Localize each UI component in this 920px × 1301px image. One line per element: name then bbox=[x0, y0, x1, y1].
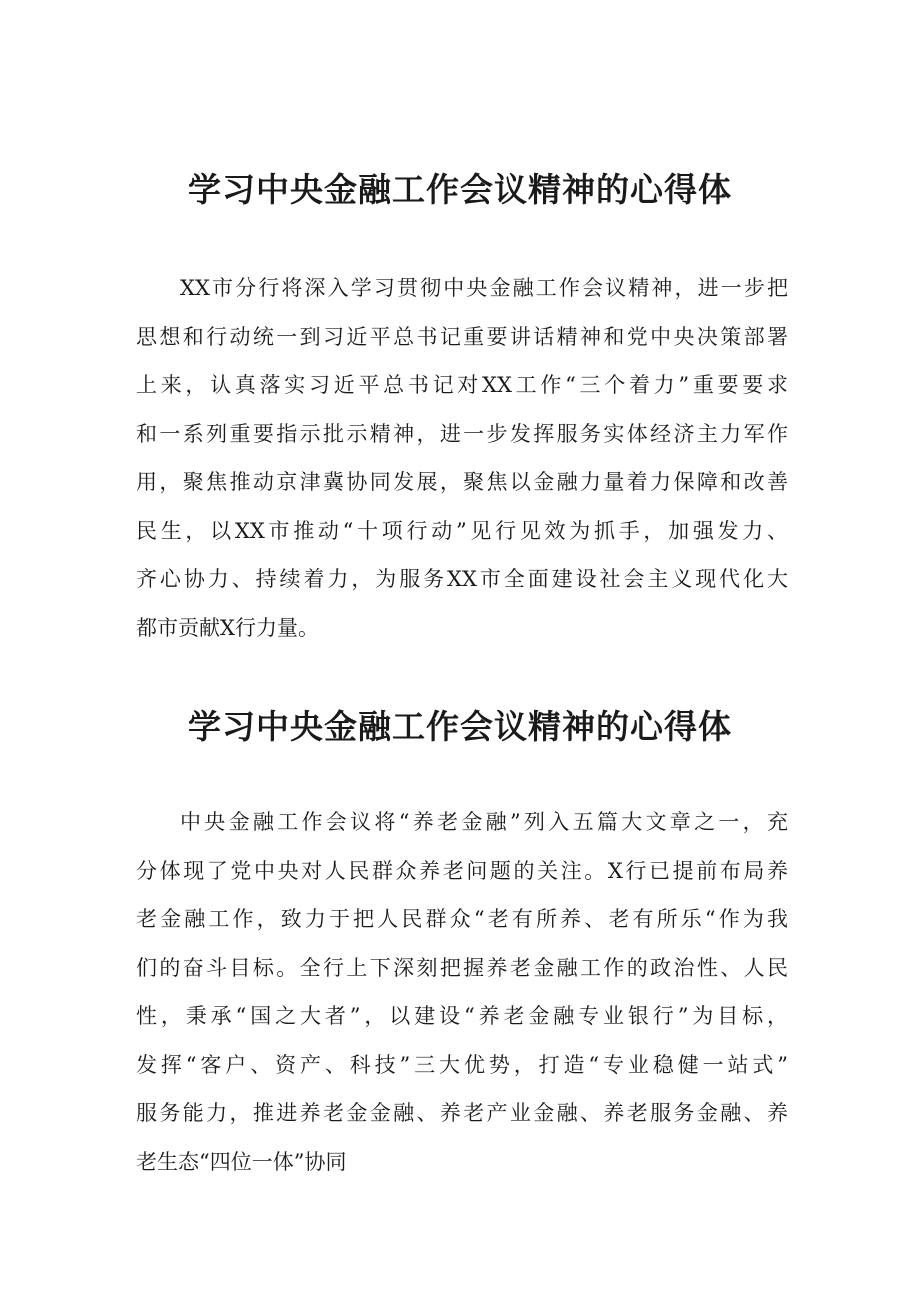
section-title: 学习中央金融工作会议精神的心得体 bbox=[188, 170, 732, 209]
paragraph-line: 服务能力，推进养老金金融、养老产业金融、养老服务金融、养 bbox=[136, 1101, 788, 1125]
paragraph-line: 民生，以XX市推动“十项行动”见行见效为抓手，加强发力、 bbox=[136, 518, 788, 543]
paragraph-line: 思想和行动统一到习近平总书记重要讲话精神和党中央决策部署 bbox=[136, 324, 788, 349]
paragraph-line: 中央金融工作会议将“养老金融”列入五篇大文章之一，充 bbox=[180, 810, 788, 834]
paragraph-line: 上来，认真落实习近平总书记对XX工作“三个着力”重要要求 bbox=[136, 373, 788, 397]
paragraph-line: XX市分行将深入学习贯彻中央金融工作会议精神，进一步把 bbox=[180, 276, 788, 300]
paragraph-line: 用，聚焦推动京津冀协同发展，聚焦以金融力量着力保障和改善 bbox=[136, 470, 788, 494]
paragraph-line: 分体现了党中央对人民群众养老问题的关注。X行已提前布局养 bbox=[136, 858, 788, 883]
paragraph-line: 们的奋斗目标。全行上下深刻把握养老金融工作的政治性、人民 bbox=[136, 955, 788, 980]
section-body bbox=[136, 264, 788, 652]
paragraph-line: 发挥“客户、资产、科技”三大优势，打造“专业稳健一站式” bbox=[136, 1052, 788, 1077]
paragraph-line: 都市贡献X行力量。 bbox=[136, 615, 319, 640]
paragraph-line: 性，秉承“国之大者”，以建设“养老金融专业银行”为目标， bbox=[136, 1004, 788, 1028]
paragraph-line: 和一系列重要指示批示精神，进一步发挥服务实体经济主力军作 bbox=[136, 421, 788, 446]
section-body bbox=[136, 798, 788, 1186]
paragraph-line: 老金融工作，致力于把人民群众“老有所养、老有所乐“作为我 bbox=[136, 907, 788, 931]
paragraph-line: 老生态“四位一体”协同 bbox=[136, 1149, 347, 1174]
paragraph-line: 齐心协力、持续着力，为服务XX市全面建设社会主义现代化大 bbox=[136, 567, 788, 591]
section-title: 学习中央金融工作会议精神的心得体 bbox=[188, 707, 732, 746]
